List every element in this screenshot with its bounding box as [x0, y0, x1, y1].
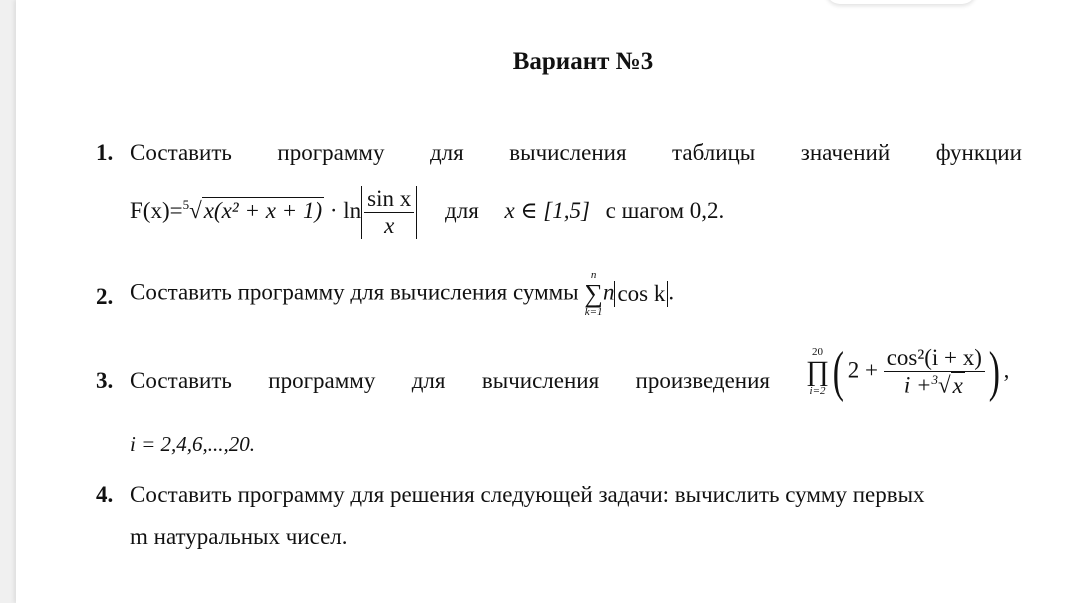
prod-glyph: ∏ [806, 356, 830, 387]
frac-bot-i: i + [903, 372, 932, 398]
frac-top: sin x [364, 186, 414, 213]
task3-line1 [130, 368, 770, 394]
sum-lower: k=1 [584, 306, 603, 318]
task2-text: Составить программу для вычисления суммы [130, 279, 579, 305]
task2-line [130, 270, 674, 318]
task4-line2: m натуральных чисел. [130, 524, 348, 549]
frac-bot-x: x [952, 372, 963, 398]
fraction [364, 186, 414, 239]
task3-number: 3. [96, 368, 114, 393]
page-title: Вариант №3 [512, 48, 654, 75]
task3-frac-top: cos²(i + x) [884, 345, 985, 372]
for-word: для [445, 197, 479, 223]
task3-word: Составить [130, 368, 232, 393]
radical-sign: √ [189, 197, 202, 223]
task2-number: 2. [96, 284, 114, 309]
task1-line1 [130, 140, 1022, 166]
sum-upper: n [590, 269, 597, 281]
task1-word: функции [935, 140, 1022, 165]
task3-fraction [884, 345, 985, 399]
task1-word: Составить [130, 140, 232, 165]
root-index: 5 [182, 197, 190, 213]
task4-line1: Составить программу для решения следующей задачи: вычислить сумму первых [130, 482, 925, 507]
right-paren: ) [988, 341, 1000, 403]
func-lhs: F(x)= [130, 197, 183, 223]
cube-index: 3 [931, 372, 938, 388]
product-symbol [806, 347, 829, 397]
task1-word: вычисления [509, 140, 627, 165]
task1-number: 1. [96, 140, 114, 165]
task4-number: 4. [96, 482, 114, 507]
radicand: x(x² + x + 1) [203, 197, 323, 223]
sum-symbol [584, 270, 603, 318]
task3-product [806, 341, 1010, 403]
prod-lower: i=2 [809, 385, 826, 397]
radical-sign: √ [937, 372, 951, 398]
task1-word: для [429, 140, 464, 165]
prod-upper: 20 [812, 346, 824, 358]
frac-bot: x [384, 213, 395, 238]
task3-word: программу [268, 368, 376, 393]
task2-end: . [668, 279, 675, 305]
summand-n: n [602, 279, 615, 305]
document-page [16, 0, 1080, 603]
task3-range: i = 2,4,6,...,20. [130, 432, 256, 456]
step: с шагом 0,2. [605, 197, 725, 223]
floating-tab [826, 0, 976, 4]
dot-ln: · ln [324, 197, 362, 223]
task3-end: , [1003, 357, 1010, 383]
two-plus: 2 + [847, 357, 878, 383]
abs-fraction [361, 186, 417, 239]
task3-word: для [411, 368, 446, 393]
task3-frac-bot [884, 372, 985, 399]
task1-word: значений [800, 140, 891, 165]
task1-formula [130, 186, 724, 239]
task1-word: программу [277, 140, 385, 165]
domain: x ∈ [1,5] [504, 197, 590, 223]
left-paren: ( [832, 341, 844, 403]
summand-abs: cos k [614, 281, 668, 307]
task3-word: произведения [635, 368, 770, 393]
task3-word: вычисления [481, 368, 600, 393]
task1-word: таблицы [672, 140, 756, 165]
sigma-glyph: ∑ [584, 279, 603, 308]
